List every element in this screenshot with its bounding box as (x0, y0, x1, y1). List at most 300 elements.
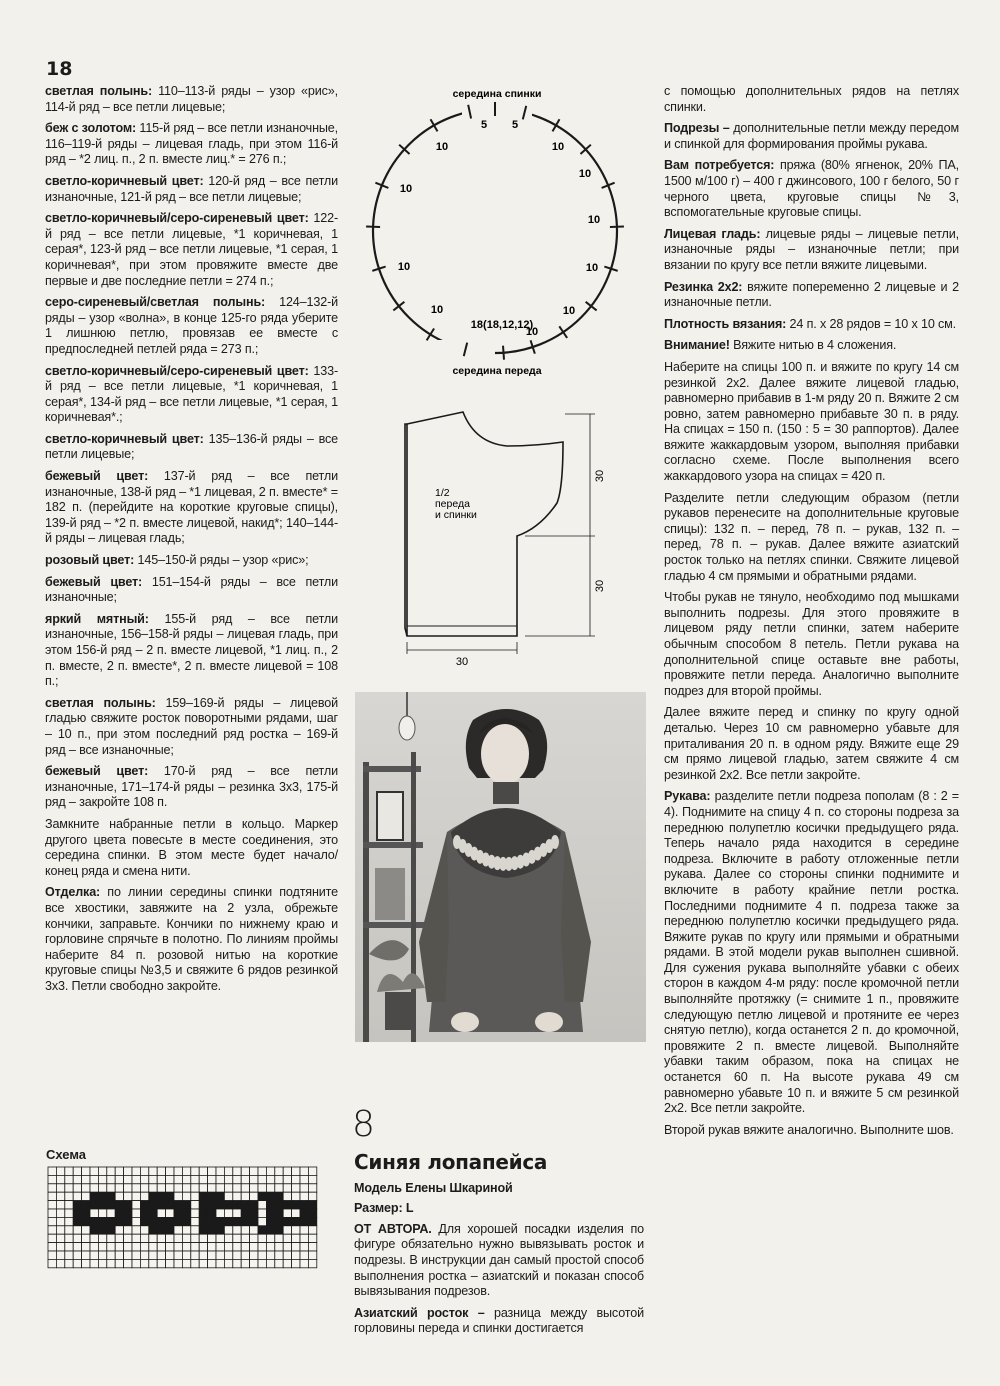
chart-cell (90, 1217, 98, 1225)
chart-cell (132, 1167, 140, 1175)
chart-cell (283, 1234, 291, 1242)
chart-cell (98, 1192, 106, 1200)
chart-cell (107, 1167, 115, 1175)
chart-cell (149, 1184, 157, 1192)
chart-cell (124, 1226, 132, 1234)
chart-cell (115, 1175, 123, 1183)
chart-cell (107, 1226, 115, 1234)
circle-tick (503, 346, 504, 360)
chart-cell (208, 1201, 216, 1209)
paragraph (45, 885, 338, 994)
paragraph-label: бежевый цвет: (45, 764, 149, 779)
chart-cell (56, 1184, 64, 1192)
chart-cell (250, 1175, 258, 1183)
paragraph-label: Подрезы – (664, 121, 730, 136)
paragraph (45, 432, 338, 463)
chart-cell (199, 1184, 207, 1192)
paragraph-text: вяжите попеременно 2 лицевые и 2 изнаночные петли. (664, 279, 959, 310)
chart-cell (56, 1243, 64, 1251)
chart-cell (182, 1175, 190, 1183)
chart-cell (149, 1251, 157, 1259)
paragraph (664, 338, 959, 354)
chart-cell (283, 1217, 291, 1225)
chart-cell (241, 1167, 249, 1175)
paragraph (664, 158, 959, 220)
chart-cell (56, 1167, 64, 1175)
paragraph-label: светло-коричневый цвет: (45, 173, 204, 188)
chart-cell (157, 1217, 165, 1225)
chart-cell (233, 1234, 241, 1242)
chart-cell (308, 1251, 316, 1259)
chart-cell (224, 1201, 232, 1209)
chart-cell (216, 1192, 224, 1200)
chart-cell (275, 1234, 283, 1242)
chart-cell (48, 1209, 56, 1217)
chart-cell (191, 1175, 199, 1183)
chart-cell (308, 1201, 316, 1209)
paragraph-label: светлая полынь: (45, 84, 153, 98)
chart-cell (250, 1184, 258, 1192)
chart-cell (258, 1184, 266, 1192)
chart-cell (98, 1217, 106, 1225)
chart-cell (216, 1167, 224, 1175)
chart-cell (224, 1209, 232, 1217)
chart-cell (73, 1167, 81, 1175)
chart-cell (199, 1167, 207, 1175)
chart-cell (124, 1167, 132, 1175)
chart-cell (65, 1184, 73, 1192)
chart-cell (300, 1201, 308, 1209)
chart-cell (308, 1209, 316, 1217)
chart-cell (241, 1201, 249, 1209)
chart-cell (300, 1209, 308, 1217)
chart-cell (275, 1201, 283, 1209)
paragraph-label: Азиатский росток – (354, 1305, 485, 1320)
chart-cell (292, 1259, 300, 1267)
chart-cell (56, 1226, 64, 1234)
chart-cell (224, 1217, 232, 1225)
paragraph (45, 174, 338, 205)
chart-cell (266, 1192, 274, 1200)
chart-cell (283, 1226, 291, 1234)
chart-cell (199, 1192, 207, 1200)
chart-cell (107, 1243, 115, 1251)
chart-cell (233, 1251, 241, 1259)
paragraph (664, 590, 959, 699)
chart-cell (82, 1226, 90, 1234)
chart-cell (90, 1243, 98, 1251)
chart-cell (182, 1259, 190, 1267)
chart-cell (82, 1184, 90, 1192)
paragraph (45, 211, 338, 289)
chart-cell (182, 1251, 190, 1259)
chart-cell (300, 1259, 308, 1267)
chart-cell (300, 1175, 308, 1183)
chart-cell (82, 1167, 90, 1175)
paragraph (664, 317, 959, 333)
paragraph-text: Вяжите нитью в 4 сложения. (729, 338, 897, 353)
chart-cell (48, 1184, 56, 1192)
paragraph-label: Вам потребуется: (664, 158, 775, 173)
chart-cell (73, 1175, 81, 1183)
chart-cell (73, 1259, 81, 1267)
chart-cell (157, 1259, 165, 1267)
chart-cell (56, 1201, 64, 1209)
paragraph-text: Наберите на спицы 100 п. и вяжите по кругу 14 см резинкой 2х2. Далее вяжите лицевой гладью, равномерно прибавив в 1-м ряду 20 п. Вяжите 2 см ровно, затем равномерно прибавьте 30 п. в ряду. На спицах = 150 п. (150 : 5 = 30 раппортов). Далее вяжите жаккардовым узором, выполняя прибавки согласно схеме. После выполнения всего жаккардового узора на спицах = 420 п. (664, 359, 959, 484)
yoke-segment-label: 10 (562, 305, 576, 317)
yoke-segment-label: 10 (399, 183, 413, 195)
schema-title: Схема (46, 1147, 87, 1162)
paragraph-label: светло-коричневый/серо-сиреневый цвет: (45, 363, 309, 378)
right-column-text (664, 84, 959, 1144)
chart-cell (208, 1184, 216, 1192)
chart-cell (149, 1201, 157, 1209)
chart-cell (90, 1192, 98, 1200)
circle-tick (431, 119, 438, 131)
chart-cell (191, 1226, 199, 1234)
paragraph (664, 705, 959, 783)
chart-cell (65, 1209, 73, 1217)
chart-cell (292, 1209, 300, 1217)
chart-cell (233, 1175, 241, 1183)
chart-cell (65, 1217, 73, 1225)
chart-cell (65, 1226, 73, 1234)
chart-cell (98, 1175, 106, 1183)
chart-cell (308, 1243, 316, 1251)
chart-cell (48, 1175, 56, 1183)
paragraph-text: Для хорошей посадки изделия по фигуре обязательно нужно вывязывать росток и подрезы. В инструкции дан самый простой способ выполнения ростка – азиатский и показан способ вывязывания подрезов. (354, 1221, 644, 1299)
chart-cell (73, 1209, 81, 1217)
chart-cell (56, 1217, 64, 1225)
chart-cell (132, 1226, 140, 1234)
chart-cell (283, 1259, 291, 1267)
chart-cell (300, 1192, 308, 1200)
yoke-segment-label: 10 (587, 214, 601, 226)
chart-cell (300, 1184, 308, 1192)
chart-cell (241, 1226, 249, 1234)
chart-cell (250, 1234, 258, 1242)
circle-gap-top (462, 98, 532, 118)
paragraph (354, 1306, 644, 1337)
chart-cell (224, 1251, 232, 1259)
chart-cell (292, 1175, 300, 1183)
paragraph-label: Отделка: (45, 885, 101, 900)
chart-cell (182, 1226, 190, 1234)
circle-tick (427, 329, 434, 341)
chart-cell (98, 1201, 106, 1209)
sweater-half-outline (405, 412, 563, 636)
paragraph-text: 24 п. х 28 рядов = 10 х 10 см. (786, 316, 957, 331)
chart-cell (258, 1167, 266, 1175)
chart-cell (292, 1192, 300, 1200)
chart-cell (132, 1259, 140, 1267)
chart-cell (241, 1243, 249, 1251)
chart-cell (266, 1201, 274, 1209)
chart-cell (73, 1184, 81, 1192)
dim-width: 30 (455, 656, 469, 668)
chart-cell (208, 1192, 216, 1200)
chart-cell (250, 1217, 258, 1225)
chart-cell (124, 1259, 132, 1267)
chart-cell (157, 1251, 165, 1259)
chart-cell (174, 1209, 182, 1217)
chart-cell (115, 1226, 123, 1234)
chart-cell (90, 1209, 98, 1217)
chart-cell (191, 1184, 199, 1192)
chart-cell (266, 1175, 274, 1183)
chart-cell (292, 1201, 300, 1209)
paragraph (664, 84, 959, 115)
chart-cell (174, 1251, 182, 1259)
paragraph-text: 137-й ряд – все петли изнаночные, 138-й ряд – *1 лицевая, 2 п. вместе* = 182 п. (перейдите на короткие круговые спицы), 139-й ряд – *2 п. вместе лицевой, накид*; 140–144-й ряды – лицевая гладь; (45, 469, 338, 546)
chart-cell (90, 1226, 98, 1234)
paragraph-label: Плотность вязания: (664, 316, 787, 331)
chart-cell (208, 1243, 216, 1251)
chart-cell (292, 1217, 300, 1225)
paragraph-text: лицевые ряды – лицевые петли, изнаночные ряды – изнаночные петли; при вязании по кругу все петли вяжите лицевыми. (664, 226, 959, 272)
dim-height-upper: 30 (594, 469, 606, 483)
chart-cell (224, 1192, 232, 1200)
chart-cell (199, 1259, 207, 1267)
chart-cell (174, 1259, 182, 1267)
chart-cell (65, 1192, 73, 1200)
chart-cell (166, 1184, 174, 1192)
paragraph (45, 553, 338, 569)
chart-cell (266, 1259, 274, 1267)
chart-cell (82, 1209, 90, 1217)
chart-cell (73, 1243, 81, 1251)
paragraph (45, 364, 338, 426)
paragraph-text: по линии середины спинки подтяните все хвостики, завяжите на 2 узла, обрежьте кончики, заправьте. Кончики по нижнему краю и горловине спрячьте в полотно. По линиям проймы наберите 84 п. розовой нитью на короткие круговые спицы №3,5 и свяжите 6 рядов резинкой 3х3. Петли свободно закройте. (45, 885, 338, 993)
chart-cell (149, 1259, 157, 1267)
paragraph-text: 122-й ряд – все петли лицевые, *1 коричневая, 1 серая*, 123-й ряд – все петли лицевые, *1 серая, 1 коричневая*, при этом провяжите вместе две первые и две последние петли = 274 п.; (45, 211, 338, 288)
chart-cell (90, 1201, 98, 1209)
chart-cell (124, 1175, 132, 1183)
chart-cell (115, 1167, 123, 1175)
chart-cell (157, 1167, 165, 1175)
paragraph-text: 170-й ряд – все петли изнаночные, 171–174-й ряды – резинка 3х3, 175-й ряд – закройте 108 п. (45, 764, 338, 810)
chart-cell (73, 1192, 81, 1200)
paragraph-label: розовый цвет: (45, 553, 135, 568)
chart-cell (166, 1167, 174, 1175)
chart-cell (132, 1201, 140, 1209)
circle-tick (559, 326, 567, 338)
chart-cell (48, 1167, 56, 1175)
chart-cell (48, 1201, 56, 1209)
chart-cell (300, 1243, 308, 1251)
chart-cell (308, 1167, 316, 1175)
chart-cell (65, 1251, 73, 1259)
article-author: Модель Елены Шкариной (354, 1180, 513, 1195)
chart-cell (216, 1234, 224, 1242)
chart-cell (258, 1192, 266, 1200)
chart-cell (250, 1192, 258, 1200)
chart-cell (174, 1175, 182, 1183)
chart-cell (48, 1243, 56, 1251)
yoke-left-top-number: 5 (480, 119, 488, 131)
chart-cell (174, 1201, 182, 1209)
chart-cell (107, 1234, 115, 1242)
chart-cell (266, 1226, 274, 1234)
chart-cell (266, 1167, 274, 1175)
chart-cell (241, 1251, 249, 1259)
yoke-segment-label: 10 (585, 262, 599, 274)
chart-cell (266, 1217, 274, 1225)
chart-cell (73, 1251, 81, 1259)
chart-cell (308, 1226, 316, 1234)
chart-cell (241, 1175, 249, 1183)
chart-cell (216, 1217, 224, 1225)
paragraph-text: 115-й ряд – все петли изнаночные, 116–119-й ряды – лицевая гладь, при этом 116-й ряд – *2 лиц. п., 2 п. вместе лиц.* = 276 п.; (45, 121, 338, 167)
chart-cell (157, 1184, 165, 1192)
chart-cell (149, 1226, 157, 1234)
paragraph-text: 124–132-й ряды – узор «волна», в конце 125-го ряда уберите 1 лишнюю петлю, провязав ее вместе с предпоследней петлей ряда = 273 п.; (45, 295, 338, 356)
circle-tick (553, 119, 560, 131)
chart-cell (140, 1167, 148, 1175)
chart-cell (216, 1175, 224, 1183)
paragraph (664, 227, 959, 274)
chart-cell (266, 1234, 274, 1242)
paragraph (664, 121, 959, 152)
chart-cell (149, 1167, 157, 1175)
chart-cell (275, 1209, 283, 1217)
paragraph (354, 1222, 644, 1300)
paragraph-text: Замкните набранные петли в кольцо. Маркер другого цвета повесьте в месте соединения, это середина спинки. В этом месте будет начало/конец ряда и смена нити. (45, 816, 338, 878)
model-photo (355, 692, 646, 1042)
chart-cell (149, 1234, 157, 1242)
chart-cell (140, 1234, 148, 1242)
chart-cell (233, 1167, 241, 1175)
chart-cell (191, 1259, 199, 1267)
chart-cell (199, 1217, 207, 1225)
paragraph (45, 84, 338, 115)
yoke-top-label: середина спинки (452, 88, 542, 100)
chart-cell (283, 1201, 291, 1209)
chart-cell (115, 1234, 123, 1242)
chart-cell (56, 1251, 64, 1259)
paragraph-label: бежевый цвет: (45, 574, 143, 589)
chart-cell (140, 1243, 148, 1251)
page-number: 18 (46, 58, 73, 80)
yoke-motif (551, 835, 559, 849)
paragraph-label: светло-коричневый/серо-сиреневый цвет: (45, 211, 309, 226)
chart-cell (140, 1201, 148, 1209)
chart-cell (174, 1234, 182, 1242)
paragraph (45, 696, 338, 758)
paragraph-label: светло-коричневый цвет: (45, 431, 204, 446)
chart-cell (82, 1251, 90, 1259)
chart-cell (308, 1217, 316, 1225)
chart-cell (132, 1175, 140, 1183)
chart-cell (308, 1234, 316, 1242)
chart-cell (56, 1234, 64, 1242)
yoke-center-bottom-label: 18(18,12,12) (470, 319, 534, 331)
chart-cell (258, 1201, 266, 1209)
chart-cell (124, 1201, 132, 1209)
chart-cell (233, 1259, 241, 1267)
chart-cell (65, 1259, 73, 1267)
chart-cell (208, 1251, 216, 1259)
paragraph (664, 491, 959, 585)
chart-cell (157, 1209, 165, 1217)
chart-cell (224, 1175, 232, 1183)
chart-cell (275, 1167, 283, 1175)
chart-cell (241, 1209, 249, 1217)
article-middle-column (354, 1105, 644, 1343)
chart-cell (241, 1184, 249, 1192)
chart-cell (98, 1259, 106, 1267)
chart-cell (233, 1209, 241, 1217)
chart-cell (107, 1192, 115, 1200)
chart-cell (115, 1251, 123, 1259)
chart-cell (157, 1226, 165, 1234)
paragraph-text: 135–136-й ряды – все петли лицевые; (45, 431, 338, 462)
knitting-chart-grid (47, 1166, 319, 1306)
chart-cell (107, 1251, 115, 1259)
chart-cell (224, 1234, 232, 1242)
chart-cell (73, 1234, 81, 1242)
chart-cell (82, 1243, 90, 1251)
chart-cell (65, 1201, 73, 1209)
chart-cell (149, 1217, 157, 1225)
chart-cell (132, 1251, 140, 1259)
piece-label-line2: переда (435, 498, 470, 510)
yoke-segment-label: 10 (578, 168, 592, 180)
chart-cell (166, 1234, 174, 1242)
chart-cell (48, 1259, 56, 1267)
chart-cell (250, 1259, 258, 1267)
chart-cell (266, 1184, 274, 1192)
paragraph-text: с помощью дополнительных рядов на петлях спинки. (664, 84, 959, 114)
yoke-circle (373, 109, 617, 353)
chart-cell (56, 1175, 64, 1183)
chart-cell (208, 1209, 216, 1217)
chart-cell (241, 1234, 249, 1242)
chart-cell (90, 1259, 98, 1267)
paragraph (45, 575, 338, 606)
chart-cell (191, 1251, 199, 1259)
paragraph-text: разница между высотой горловины переда и спинки достигается (354, 1305, 644, 1336)
chart-cell (124, 1243, 132, 1251)
paragraph-label: ОТ АВТОРА. (354, 1221, 432, 1236)
chart-cell (56, 1192, 64, 1200)
chart-cell (216, 1201, 224, 1209)
paragraph (664, 360, 959, 485)
chart-cell (140, 1209, 148, 1217)
chart-cell (90, 1251, 98, 1259)
chart-cell (283, 1192, 291, 1200)
article-size: Размер: L (354, 1201, 414, 1216)
chart-cell (208, 1167, 216, 1175)
paragraph (664, 1123, 959, 1139)
chart-cell (48, 1226, 56, 1234)
chart-cell (199, 1226, 207, 1234)
chart-cell (191, 1201, 199, 1209)
paragraph-label: бежевый цвет: (45, 469, 149, 484)
chart-cell (140, 1192, 148, 1200)
paragraph-label: светлая полынь: (45, 695, 156, 710)
chart-cell (166, 1226, 174, 1234)
chart-cell (115, 1201, 123, 1209)
chart-cell (82, 1259, 90, 1267)
chart-cell (124, 1251, 132, 1259)
paragraph-text: 145–150-й ряды – узор «рис»; (134, 553, 309, 568)
chart-cell (174, 1217, 182, 1225)
sweater-pattern-diagram (385, 398, 615, 673)
chart-cell (275, 1259, 283, 1267)
paragraph (45, 764, 338, 811)
chart-cell (56, 1259, 64, 1267)
